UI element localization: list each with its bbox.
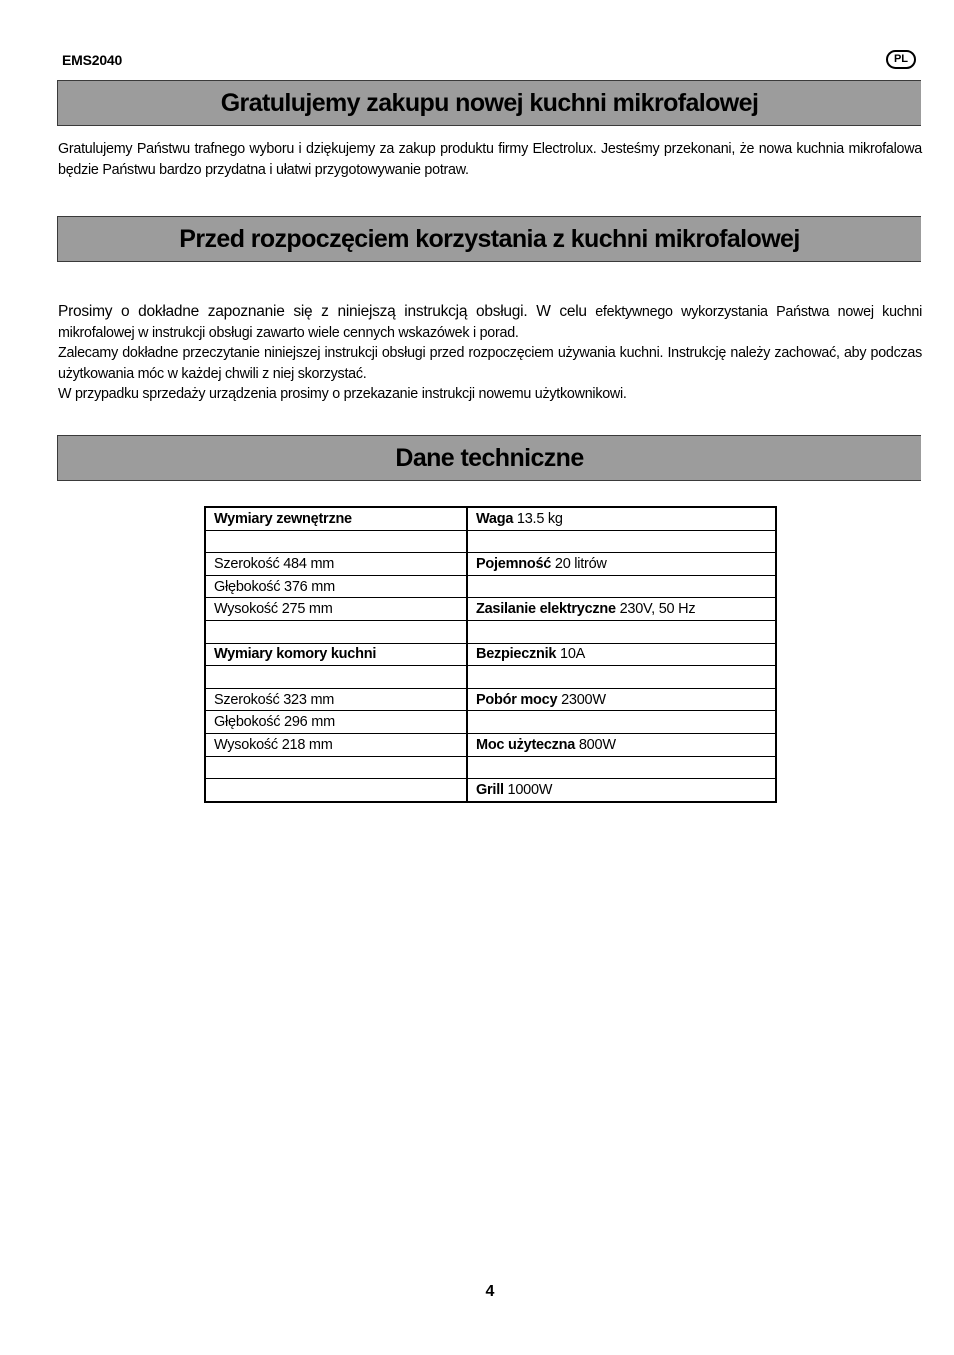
table-cell-spec	[467, 666, 776, 689]
table-row	[205, 711, 776, 734]
table-row	[205, 620, 776, 643]
table-cell-dimension	[205, 620, 467, 643]
table-cell-spec	[467, 553, 776, 576]
table-row	[205, 598, 776, 621]
spec-label: Pobór mocy	[476, 691, 558, 708]
spec-label: Grill	[476, 781, 504, 798]
table-cell-spec	[467, 575, 776, 598]
spec-value: 230V, 50 Hz	[615, 601, 696, 618]
table-row	[205, 575, 776, 598]
table-cell-dimension	[205, 779, 467, 802]
table-cell-dimension: Głębokość 296 mm	[205, 711, 467, 734]
spec-label: Zasilanie elektryczne	[476, 601, 616, 618]
table-cell-dimension: Wysokość 218 mm	[205, 733, 467, 756]
table-cell-spec	[467, 711, 776, 734]
table-row	[205, 733, 776, 756]
table-cell-spec	[467, 733, 776, 756]
table-cell-dimension	[205, 530, 467, 553]
table-row	[205, 553, 776, 576]
table-cell-spec	[467, 598, 776, 621]
table-cell-dimension	[205, 666, 467, 689]
table-cell-spec	[467, 643, 776, 666]
table-row	[205, 530, 776, 553]
spec-value: 13.5 kg	[513, 510, 563, 527]
section-title-congratulations: Gratulujemy zakupu nowej kuchni mikrofalowej	[57, 80, 921, 126]
table-cell-dimension: Głębokość 376 mm	[205, 575, 467, 598]
table-cell-dimension: Wymiary komory kuchni	[205, 643, 467, 666]
spec-value: 20 litrów	[551, 555, 607, 572]
spec-value: 10A	[556, 646, 586, 663]
paragraph	[58, 302, 922, 343]
section-title-technical-data: Dane techniczne	[57, 435, 921, 481]
model-code: EMS2040	[62, 52, 123, 68]
congratulations-text	[58, 139, 922, 180]
table-cell-dimension: Wymiary zewnętrzne	[205, 507, 467, 530]
table-cell-spec	[467, 620, 776, 643]
lead-large-text: Prosimy o dokładne zapoznanie się z niniejszą instrukcją obsługi. W celu	[58, 303, 587, 320]
table-row	[205, 666, 776, 689]
paragraph: W przypadku sprzedaży urządzenia prosimy o przekazanie instrukcji nowemu użytkownikowi.	[58, 386, 627, 402]
paragraph: Zalecamy dokładne przeczytanie niniejszej instrukcji obsługi przed rozpoczęciem używania kuchni. Instrukcję należy zachować, aby podczas użytkowania móc w każdej chwili z niej skorzystać.	[58, 345, 922, 382]
spec-label: Pojemność	[476, 555, 552, 572]
table-cell-dimension: Wysokość 275 mm	[205, 598, 467, 621]
table-row	[205, 756, 776, 779]
table-cell-dimension: Szerokość 323 mm	[205, 688, 467, 711]
table-cell-dimension: Szerokość 484 mm	[205, 553, 467, 576]
spec-label: Moc użyteczna	[476, 736, 576, 753]
table-row	[205, 643, 776, 666]
spec-value: 1000W	[503, 781, 553, 798]
table-cell-spec	[467, 507, 776, 530]
lead-small-text: efektywnego wykorzystania Państwa nowej kuchni mikrofalowej w instrukcji obsługi zawarto wiele cennych wskazówek i porad.	[58, 304, 922, 341]
table-cell-spec	[467, 530, 776, 553]
table-cell-spec	[467, 688, 776, 711]
table-row	[205, 779, 776, 802]
spec-value: 2300W	[557, 691, 606, 708]
table-row	[205, 507, 776, 530]
language-badge: PL	[886, 50, 916, 69]
technical-data-table	[204, 506, 777, 803]
table-row	[205, 688, 776, 711]
before-use-text	[58, 302, 922, 405]
table-cell-dimension	[205, 756, 467, 779]
page-number: 4	[485, 1283, 495, 1300]
spec-label: Waga	[476, 510, 514, 527]
section-title-before-use: Przed rozpoczęciem korzystania z kuchni mikrofalowej	[57, 216, 921, 262]
spec-label: Bezpiecznik	[476, 646, 557, 663]
table-cell-spec	[467, 756, 776, 779]
table-cell-spec	[467, 779, 776, 802]
spec-value: 800W	[575, 736, 616, 753]
paragraph: Gratulujemy Państwu trafnego wyboru i dziękujemy za zakup produktu firmy Electrolux. Jesteśmy przekonani, że nowa kuchnia mikrofalowa będzie Państwu bardzo przydatna i ułatwi przygotowywanie potraw.	[58, 141, 922, 178]
